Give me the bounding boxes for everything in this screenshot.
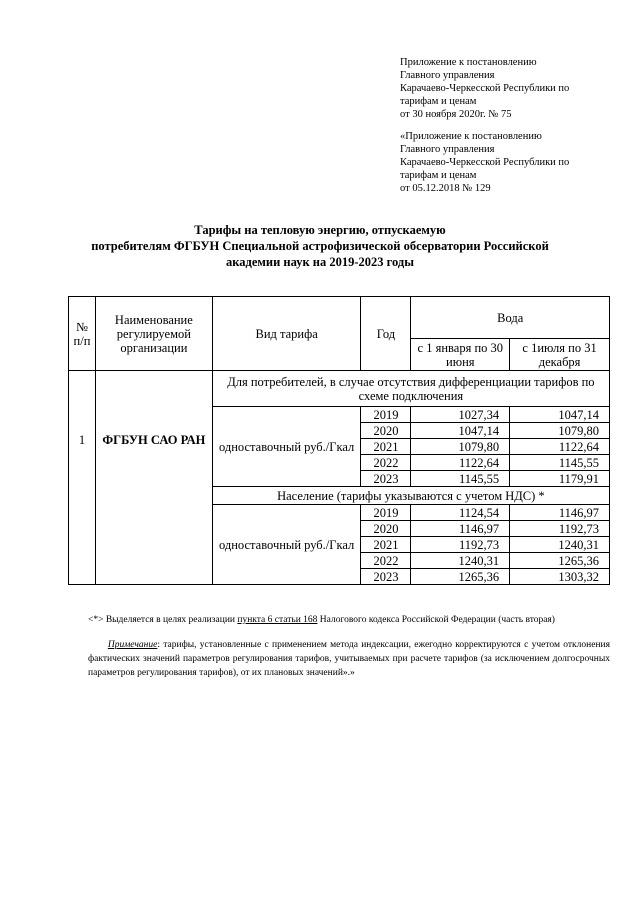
table-cell-value: 1303,32 — [510, 569, 610, 585]
table-cell-year: 2020 — [361, 521, 411, 537]
appendix-line: Карачаево-Черкесской Республики по — [400, 83, 570, 94]
section-1-title: Для потребителей, в случае отсутствия дифференциации тарифов по схеме подключения — [212, 371, 609, 407]
table-cell-value: 1047,14 — [411, 423, 510, 439]
table-cell-value: 1145,55 — [510, 455, 610, 471]
section-2-tariff-label: одноставочный руб./Гкал — [212, 505, 361, 585]
table-cell-year: 2023 — [361, 569, 411, 585]
appendix-header-current — [400, 56, 569, 121]
section-2-title: Население (тарифы указываются с учетом НДС) * — [212, 487, 609, 505]
appendix-line: от 30 ноября 2020г. № 75 — [400, 109, 512, 120]
table-cell-year: 2021 — [361, 439, 411, 455]
appendix-line: тарифам и ценам — [400, 170, 477, 181]
header-period-2: с 1июля по 31 декабря — [510, 339, 610, 371]
table-cell-value: 1079,80 — [411, 439, 510, 455]
appendix-line: тарифам и ценам — [400, 96, 477, 107]
title-line: Тарифы на тепловую энергию, отпускаемую — [194, 223, 446, 237]
table-cell-value: 1265,36 — [510, 553, 610, 569]
header-water: Вода — [411, 297, 610, 339]
title-line: потребителям ФГБУН Специальной астрофизической обсерватории Российской — [91, 239, 549, 253]
table-cell-year: 2022 — [361, 455, 411, 471]
appendix-line: Главного управления — [400, 144, 495, 155]
footnote-suffix: Налогового кодекса Российской Федерации (часть вторая) — [317, 615, 555, 625]
note-text: : тарифы, установленные с применением метода индексации, ежегодно корректируются с учетом отклонения фактических значений параметров регулирования тарифов, учитываемых при расчете тарифов (за исключением долгосрочных параметров регулирования тарифов), от их плановых значений».» — [88, 640, 610, 678]
table-cell-value: 1027,34 — [411, 407, 510, 423]
appendix-line: Карачаево-Черкесской Республики по — [400, 157, 570, 168]
table-cell-year: 2022 — [361, 553, 411, 569]
table-cell-value: 1240,31 — [510, 537, 610, 553]
header-tariff-type: Вид тарифа — [212, 297, 361, 371]
section-1-tariff-label: одноставочный руб./Гкал — [212, 407, 361, 487]
vat-footnote — [88, 613, 610, 627]
appendix-line: Приложение к постановлению — [400, 57, 537, 68]
note-paragraph — [88, 638, 610, 680]
row-number: 1 — [69, 371, 96, 585]
table-cell-value: 1122,64 — [411, 455, 510, 471]
note-label: Примечание — [107, 640, 158, 650]
appendix-header-original — [400, 130, 569, 195]
table-cell-value: 1179,91 — [510, 471, 610, 487]
table-cell-value: 1047,14 — [510, 407, 610, 423]
table-cell-year: 2021 — [361, 537, 411, 553]
table-cell-value: 1146,97 — [510, 505, 610, 521]
appendix-line: от 05.12.2018 № 129 — [400, 183, 491, 194]
header-num: № п/п — [69, 297, 96, 371]
organization-name: ФГБУН САО РАН — [95, 371, 212, 585]
table-cell-value: 1145,55 — [411, 471, 510, 487]
appendix-line: «Приложение к постановлению — [400, 131, 542, 142]
title-line: академии наук на 2019-2023 годы — [225, 255, 415, 269]
table-cell-value: 1192,73 — [510, 521, 610, 537]
table-cell-value: 1124,54 — [411, 505, 510, 521]
table-cell-value: 1122,64 — [510, 439, 610, 455]
header-organization: Наименование регулируемой организации — [95, 297, 212, 371]
table-cell-value: 1146,97 — [411, 521, 510, 537]
table-cell-value: 1192,73 — [411, 537, 510, 553]
document-title — [60, 222, 580, 270]
tariff-table — [68, 296, 610, 585]
footnote-prefix: <*> Выделяется в целях реализации — [88, 615, 238, 625]
table-cell-value: 1240,31 — [411, 553, 510, 569]
table-cell-year: 2020 — [361, 423, 411, 439]
table-cell-value: 1265,36 — [411, 569, 510, 585]
table-cell-year: 2019 — [361, 407, 411, 423]
table-cell-value: 1079,80 — [510, 423, 610, 439]
header-year: Год — [361, 297, 411, 371]
header-period-1: с 1 января по 30 июня — [411, 339, 510, 371]
appendix-line: Главного управления — [400, 70, 495, 81]
table-cell-year: 2023 — [361, 471, 411, 487]
table-cell-year: 2019 — [361, 505, 411, 521]
tax-code-link[interactable]: пункта 6 статьи 168 — [237, 615, 318, 625]
